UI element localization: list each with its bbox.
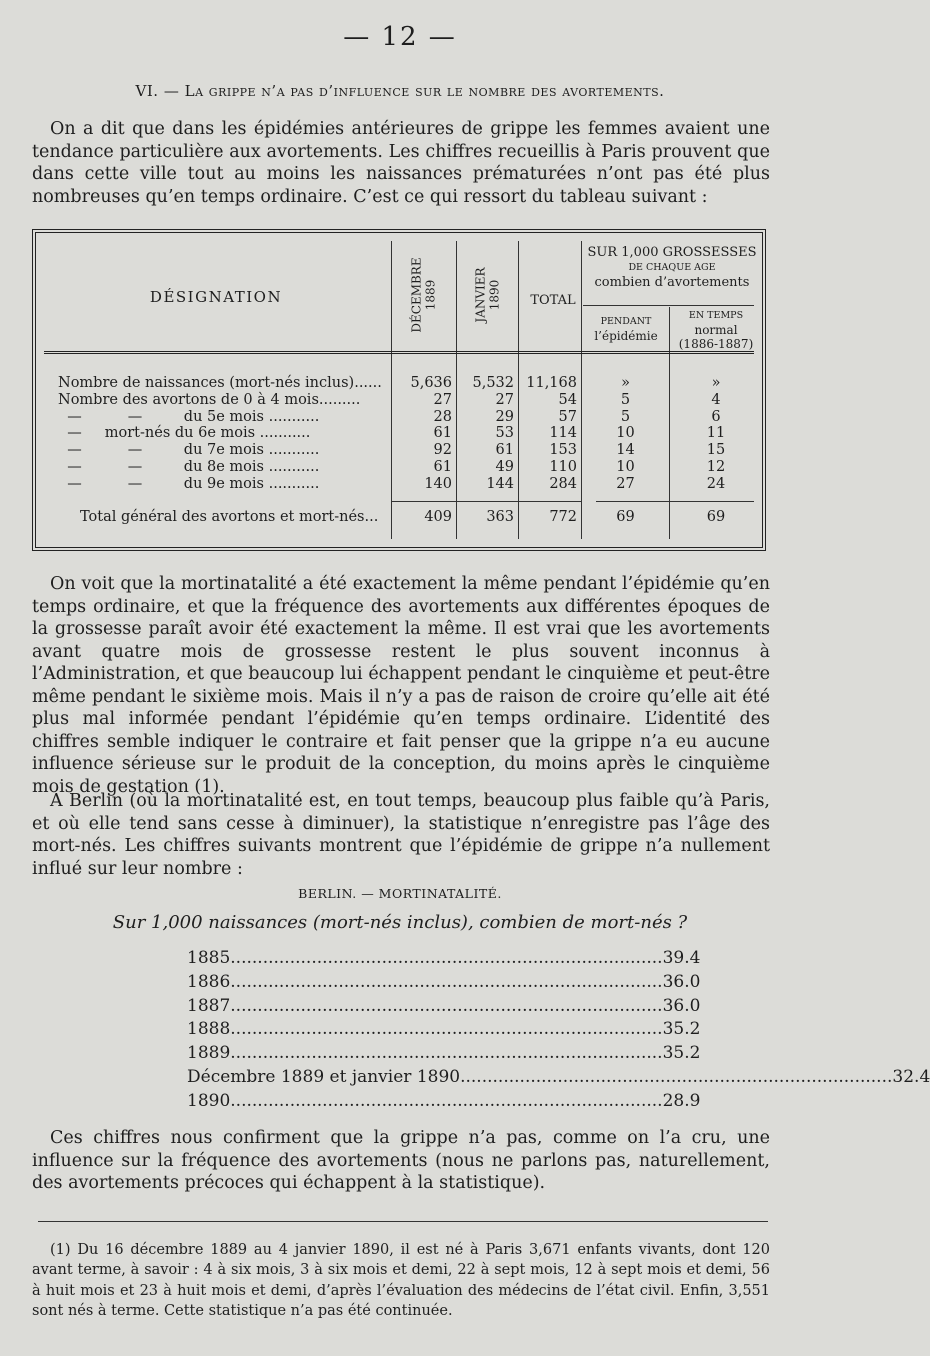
- table-cell-jan-1: 27: [495, 391, 514, 408]
- table-cell-normal-6: 24: [706, 475, 726, 492]
- table-cell-normal-1: 4: [711, 391, 721, 408]
- berlin-row: [187, 1019, 701, 1042]
- header-normal-line3: (1886-1887): [678, 337, 754, 351]
- table-cell-normal-0: »: [711, 375, 721, 391]
- leader-dots: ................................................................................: [460, 1067, 893, 1087]
- berlin-value: 35.2: [662, 1043, 701, 1064]
- table-cell-normal-4: 15: [706, 442, 726, 459]
- header-during-line1: PENDANT: [600, 316, 652, 327]
- table-cell-label-1: Nombre des avortons de 0 à 4 mois.........: [58, 391, 361, 408]
- berlin-year: Décembre 1889 et janvier 1890: [187, 1067, 461, 1087]
- leader-dots: ................................................................................: [230, 948, 663, 968]
- table-cell-label-4: — — du 7e mois ...........: [58, 442, 320, 459]
- analysis-paragraph: On voit que la mortinatalité a été exactement la même pendant l’épidémie qu’en temps ordinaire, et que la fréquence des avortements aux différentes époques de la grossesse paraît avoir été exactement la même. Il est vrai que les avortements avant quatre mois de grossesse restent le plus souvent inconnus à l’Administration, et que beaucoup lui échappent pendant le cinquième et peut-être même pendant le sixième mois. Mais il n’y a pas de raison de croire qu’elle ait été plus mal informée pendant l’épidémie qu’en temps ordinaire. L’identité des chiffres semble indiquer le contraire et fait penser que la grippe n’a eu aucune influence sérieuse sur le produit de la conception, du moins après le cinquième mois de gestation (1).: [32, 574, 770, 797]
- berlin-heading: BERLIN. — MORTINATALITÉ.: [298, 886, 502, 901]
- january-column: [457, 375, 514, 493]
- intro-paragraph: On a dit que dans les épidémies antérieures de grippe les femmes avaient une tendance particulière aux avortements. Les chiffres recueillis à Paris prouvent que dans cette ville tout au moins les naissances prématurées n’ont pas été plus nombreuses qu’en temps ordinaire. C’est ce qui ressort du tableau suivant :: [32, 119, 770, 207]
- table-cell-jan-0: 5,532: [472, 375, 514, 391]
- table-cell-total-1: 54: [558, 391, 577, 408]
- table-cell-normal-2: 6: [711, 408, 721, 425]
- table-cell-pendant-1: 5: [620, 391, 631, 408]
- table-cell-jan-4: 61: [495, 442, 514, 459]
- table-cell-pendant-4: 14: [616, 442, 635, 459]
- berlin-value: 36.0: [662, 971, 701, 992]
- berlin-row: [187, 995, 701, 1019]
- leader-dots: ................................................................................: [230, 995, 663, 1016]
- table-cell-total-6: 284: [549, 475, 577, 492]
- berlin-row: [187, 1043, 701, 1066]
- header-designation: DÉSIGNATION: [149, 288, 283, 306]
- leader-dots: ................................................................................: [230, 971, 663, 992]
- table-cell-total-2: 57: [558, 408, 577, 425]
- table-cell-jan-6: 144: [486, 475, 514, 492]
- page-number: — 12 —: [343, 22, 457, 52]
- total-total: 772: [549, 509, 577, 525]
- header-december-text: DÉCEMBRE 1889: [410, 257, 439, 333]
- table-cell-pendant-2: 5: [620, 408, 631, 425]
- table-cell-dec-1: 27: [433, 391, 452, 408]
- table-cell-dec-4: 92: [433, 442, 452, 459]
- section-heading: VI. — La grippe n’a pas d’influence sur le nombre des avortements.: [135, 82, 665, 100]
- leader-dots: ................................................................................: [230, 1043, 663, 1064]
- header-december: [396, 243, 452, 347]
- conclusion-paragraph: Ces chiffres nous confirment que la grippe n’a pas, comme on l’a cru, une influence sur la fréquence des avortements (nous ne parlons pas, naturellement, des avortements précoces qui échappent à la statistique).: [32, 1128, 770, 1193]
- normal-time-column: [670, 375, 762, 493]
- berlin-value: 36.0: [662, 995, 701, 1016]
- row-labels: [58, 375, 398, 493]
- table-cell-label-0: Nombre de naissances (mort-nés inclus)......: [58, 375, 382, 391]
- table-cell-jan-2: 29: [495, 408, 514, 425]
- berlin-year: 1889: [187, 1043, 231, 1064]
- table-cell-total-0: 11,168: [526, 375, 577, 391]
- december-column: [392, 375, 452, 493]
- berlin-value: 39.4: [662, 948, 701, 968]
- berlin-subheading: Sur 1,000 naissances (mort-nés inclus), combien de mort-nés ?: [112, 912, 688, 933]
- footnote-rule: [38, 1221, 768, 1222]
- table-cell-dec-2: 28: [433, 408, 452, 425]
- header-per-thousand-line1: SUR 1,000 GROSSESSES: [587, 245, 757, 260]
- berlin-row: [187, 1090, 701, 1114]
- table-cell-label-2: — — du 5e mois ...........: [58, 408, 320, 425]
- table-cell-pendant-3: 10: [616, 425, 635, 442]
- berlin-row: [187, 1067, 930, 1090]
- total-rule: [596, 501, 754, 502]
- header-per-thousand-line2: DE CHAQUE AGE: [628, 262, 716, 273]
- table-cell-pendant-5: 10: [616, 458, 635, 475]
- table-cell-label-5: — — du 8e mois ...........: [58, 458, 320, 475]
- table-cell-dec-6: 140: [424, 475, 452, 492]
- header-per-thousand: [583, 245, 761, 290]
- berlin-value: 35.2: [662, 1019, 701, 1040]
- berlin-row: [187, 971, 701, 995]
- total-normal-time: 69: [706, 509, 726, 525]
- berlin-value: 28.9: [662, 1090, 701, 1111]
- total-column: [519, 375, 577, 493]
- berlin-year: 1890: [187, 1090, 231, 1111]
- table-cell-pendant-6: 27: [616, 475, 635, 492]
- berlin-year: 1886: [187, 971, 231, 992]
- table-cell-dec-5: 61: [433, 458, 452, 475]
- berlin-row: [187, 948, 701, 971]
- footnote: (1) Du 16 décembre 1889 au 4 janvier 1890, il est né à Paris 3,671 enfants vivants, dont 120 avant terme, à savoir : 4 à six mois, 3 à six mois et demi, 22 à sept mois, 12 à sept mois et demi, 56 à huit mois et 23 à huit mois et demi, d’après l’évaluation des médecins de l’état civil. Enfin, 3,551 sont nés à terme. Cette statistique n’a pas été continuée.: [32, 1242, 770, 1319]
- berlin-intro-paragraph: A Berlin (où la mortinatalité est, en tout temps, beaucoup plus faible qu’à Paris, et où elle tend sans cesse à diminuer), la statistique n’enregistre pas l’âge des mort-nés. Les chiffres suivants montrent que l’épidémie de grippe n’a nullement influé sur leur nombre :: [32, 791, 770, 879]
- header-normal-line2: normal: [694, 323, 738, 337]
- table-header-rule: [44, 351, 754, 354]
- table-cell-dec-3: 61: [433, 425, 452, 442]
- leader-dots: ................................................................................: [230, 1019, 663, 1040]
- total-january: 363: [486, 509, 514, 525]
- header-during-epidemic: [583, 315, 669, 343]
- table-cell-total-3: 114: [549, 425, 577, 442]
- table-cell-normal-5: 12: [706, 458, 726, 475]
- header-per-thousand-line3: combien d’avortements: [594, 275, 750, 290]
- table-cell-label-3: — mort-nés du 6e mois ...........: [58, 425, 311, 442]
- table-cell-jan-3: 53: [495, 425, 514, 442]
- table-cell-dec-0: 5,636: [410, 375, 452, 391]
- berlin-year: 1885: [187, 948, 231, 968]
- total-december: 409: [424, 509, 452, 525]
- table-cell-normal-3: 11: [706, 425, 726, 442]
- header-during-line2: l’épidémie: [594, 329, 658, 343]
- total-row-label: Total général des avortons et mort-nés...: [80, 509, 379, 525]
- total-during-epidemic: 69: [616, 509, 635, 525]
- table-cell-total-5: 110: [549, 458, 577, 475]
- header-january-text: JANVIER 1890: [474, 267, 502, 323]
- table-cell-jan-5: 49: [495, 458, 514, 475]
- total-rule: [392, 501, 582, 502]
- leader-dots: ................................................................................: [230, 1090, 663, 1111]
- table-cell-pendant-0: »: [621, 375, 630, 391]
- header-january: [460, 243, 516, 347]
- header-normal-time: [671, 309, 761, 351]
- berlin-year: 1888: [187, 1019, 231, 1040]
- header-total: TOTAL: [530, 293, 576, 308]
- table-cell-label-6: — — du 9e mois ...........: [58, 475, 320, 492]
- during-epidemic-column: [582, 375, 669, 493]
- berlin-value: 32.4: [892, 1067, 930, 1087]
- header-normal-line1: EN TEMPS: [688, 310, 744, 321]
- abortion-statistics-table: [32, 229, 766, 551]
- table-cell-total-4: 153: [549, 442, 577, 459]
- berlin-year: 1887: [187, 995, 231, 1016]
- table-subheader-rule: [583, 305, 754, 306]
